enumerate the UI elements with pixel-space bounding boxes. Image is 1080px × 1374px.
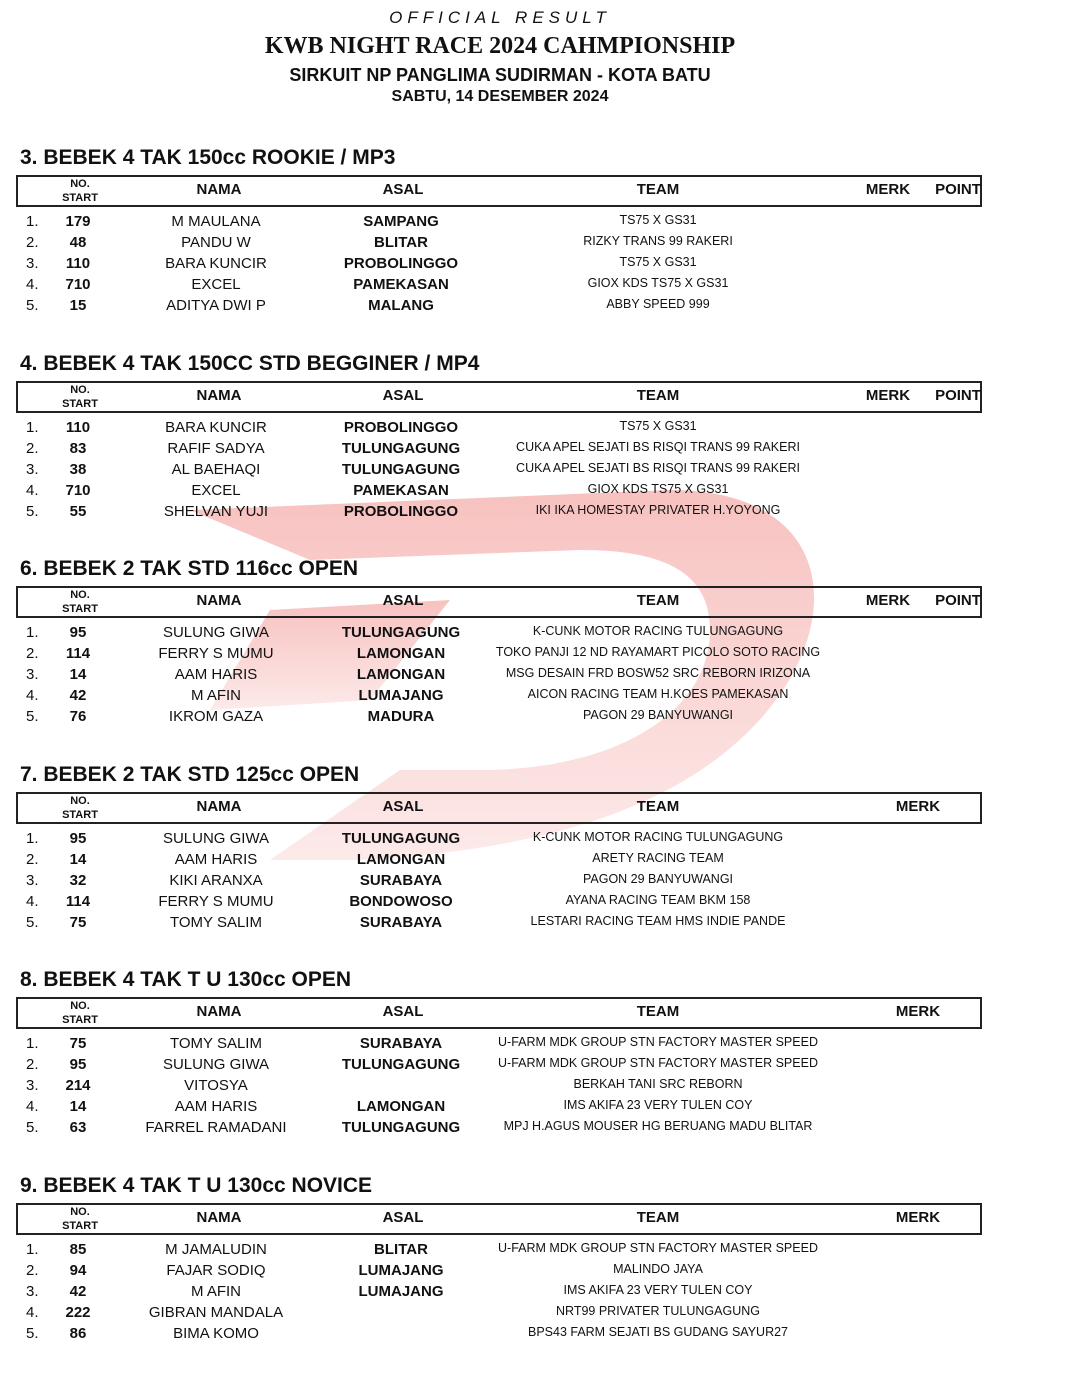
class-section: [0, 968, 1080, 1168]
class-title: 7. BEBEK 2 TAK STD 125cc OPEN: [20, 763, 360, 786]
header-nama: NAMA: [196, 1003, 242, 1020]
header-point: POINT: [935, 181, 981, 198]
result-row: [0, 1097, 1080, 1118]
result-row: [0, 418, 1080, 439]
header-merk: MERK: [895, 1003, 941, 1020]
rider-team: TS75 X GS31: [619, 213, 697, 227]
header-nama: NAMA: [196, 181, 242, 198]
result-row: [0, 1055, 1080, 1076]
class-title: 8. BEBEK 4 TAK T U 130cc OPEN: [20, 968, 352, 991]
result-row: [0, 233, 1080, 254]
rider-team: NRT99 PRIVATER TULUNGAGUNG: [556, 1304, 760, 1318]
rider-team: PAGON 29 BANYUWANGI: [582, 872, 734, 886]
result-row: [0, 1303, 1080, 1324]
start-number: 14: [69, 851, 87, 868]
rank: 4.: [26, 482, 39, 499]
result-row: [0, 254, 1080, 275]
rank: 3.: [26, 461, 39, 478]
rider-name: BARA KUNCIR: [165, 255, 267, 272]
class-title: 4. BEBEK 4 TAK 150CC STD BEGGINER / MP4: [20, 352, 480, 375]
rank: 4.: [26, 276, 39, 293]
rider-name: BARA KUNCIR: [165, 419, 267, 436]
rider-team: IMS AKIFA 23 VERY TULEN COY: [563, 1283, 753, 1297]
header-asal: ASAL: [382, 592, 424, 609]
header-no-start: NO. START: [62, 1000, 98, 1026]
rank: 2.: [26, 851, 39, 868]
start-number: 42: [69, 687, 87, 704]
start-number: 85: [69, 1241, 87, 1258]
rank: 1.: [26, 1241, 39, 1258]
rider-name: SULUNG GIWA: [162, 1056, 270, 1073]
rider-origin: PROBOLINGGO: [343, 255, 459, 272]
rank: 1.: [26, 830, 39, 847]
rider-origin: LUMAJANG: [358, 1283, 444, 1300]
rider-name: GIBRAN MANDALA: [148, 1304, 284, 1321]
rank: 1.: [26, 1035, 39, 1052]
rider-origin: PAMEKASAN: [353, 276, 449, 293]
class-section: [0, 763, 1080, 963]
rank: 5.: [26, 297, 39, 314]
start-number: 110: [65, 419, 91, 436]
rank: 2.: [26, 1056, 39, 1073]
result-row: [0, 1118, 1080, 1139]
rider-name: SULUNG GIWA: [162, 624, 270, 641]
rider-origin: LAMONGAN: [356, 645, 446, 662]
rider-name: SULUNG GIWA: [162, 830, 270, 847]
result-row: [0, 665, 1080, 686]
rider-origin: LAMONGAN: [356, 1098, 446, 1115]
rider-origin: LUMAJANG: [358, 1262, 444, 1279]
result-row: [0, 892, 1080, 913]
header-no-start: NO. START: [62, 178, 98, 204]
rank: 3.: [26, 872, 39, 889]
start-number: 179: [65, 213, 91, 230]
rider-team: K-CUNK MOTOR RACING TULUNGAGUNG: [532, 830, 784, 844]
header-merk: MERK: [865, 592, 911, 609]
class-section: [0, 352, 1080, 552]
header-asal: ASAL: [382, 1209, 424, 1226]
rider-team: BERKAH TANI SRC REBORN: [573, 1077, 743, 1091]
result-row: [0, 1240, 1080, 1261]
rider-team: RIZKY TRANS 99 RAKERI: [583, 234, 733, 248]
rider-name: M MAULANA: [171, 213, 261, 230]
header-no-start: NO. START: [62, 384, 98, 410]
start-number: 86: [69, 1325, 87, 1342]
rider-name: BIMA KOMO: [173, 1325, 259, 1342]
start-number: 63: [69, 1119, 87, 1136]
rider-team: K-CUNK MOTOR RACING TULUNGAGUNG: [532, 624, 784, 638]
rider-team: TS75 X GS31: [619, 255, 697, 269]
event-title: KWB NIGHT RACE 2024 CAHMPIONSHIP: [264, 33, 736, 59]
rank: 3.: [26, 255, 39, 272]
start-number: 114: [65, 893, 91, 910]
result-row: [0, 850, 1080, 871]
start-number: 214: [65, 1077, 91, 1094]
rider-team: U-FARM MDK GROUP STN FACTORY MASTER SPEED: [498, 1035, 818, 1049]
rider-team: PAGON 29 BANYUWANGI: [582, 708, 734, 722]
rider-name: AAM HARIS: [174, 851, 258, 868]
rider-name: ADITYA DWI P: [166, 297, 266, 314]
rider-name: FERRY S MUMU: [158, 893, 274, 910]
rank: 1.: [26, 213, 39, 230]
start-number: 75: [69, 914, 87, 931]
rider-origin: LUMAJANG: [358, 687, 444, 704]
rider-origin: SAMPANG: [363, 213, 439, 230]
event-venue: SIRKUIT NP PANGLIMA SUDIRMAN - KOTA BATU: [289, 65, 711, 85]
rank: 5.: [26, 708, 39, 725]
rider-name: TOMY SALIM: [170, 914, 262, 931]
start-number: 38: [69, 461, 87, 478]
table-header: [16, 381, 982, 413]
rider-origin: BLITAR: [374, 1241, 428, 1258]
rider-name: IKROM GAZA: [168, 708, 264, 725]
rank: 5.: [26, 914, 39, 931]
rider-origin: PROBOLINGGO: [343, 419, 459, 436]
start-number: 32: [69, 872, 87, 889]
rider-origin: BONDOWOSO: [349, 893, 453, 910]
header-asal: ASAL: [382, 798, 424, 815]
start-number: 710: [65, 276, 91, 293]
header-nama: NAMA: [196, 387, 242, 404]
result-row: [0, 644, 1080, 665]
result-row: [0, 1076, 1080, 1097]
rider-name: FARREL RAMADANI: [145, 1119, 287, 1136]
header-no-start: NO. START: [62, 795, 98, 821]
start-number: 94: [69, 1262, 87, 1279]
result-row: [0, 707, 1080, 728]
rider-team: IMS AKIFA 23 VERY TULEN COY: [563, 1098, 753, 1112]
start-number: 14: [69, 1098, 87, 1115]
rider-name: EXCEL: [191, 276, 241, 293]
header-asal: ASAL: [382, 1003, 424, 1020]
header-team: TEAM: [636, 592, 680, 609]
table-header: [16, 1203, 982, 1235]
rider-origin: LAMONGAN: [356, 851, 446, 868]
rank: 3.: [26, 1077, 39, 1094]
rider-team: U-FARM MDK GROUP STN FACTORY MASTER SPEED: [498, 1056, 818, 1070]
result-row: [0, 502, 1080, 523]
rider-name: FAJAR SODIQ: [166, 1262, 266, 1279]
result-row: [0, 296, 1080, 317]
rider-team: U-FARM MDK GROUP STN FACTORY MASTER SPEED: [498, 1241, 818, 1255]
rider-team: ARETY RACING TEAM: [592, 851, 724, 865]
rank: 5.: [26, 503, 39, 520]
header-team: TEAM: [636, 181, 680, 198]
header-point: POINT: [935, 387, 981, 404]
header-team: TEAM: [636, 1003, 680, 1020]
class-title: 9. BEBEK 4 TAK T U 130cc NOVICE: [20, 1174, 373, 1197]
rider-origin: TULUNGAGUNG: [341, 1056, 461, 1073]
start-number: 48: [69, 234, 87, 251]
rider-team: BPS43 FARM SEJATI BS GUDANG SAYUR27: [527, 1325, 789, 1339]
rider-name: M JAMALUDIN: [165, 1241, 267, 1258]
rank: 2.: [26, 234, 39, 251]
start-number: 95: [69, 624, 87, 641]
rider-team: MPJ H.AGUS MOUSER HG BERUANG MADU BLITAR: [503, 1119, 813, 1133]
rider-team: TS75 X GS31: [619, 419, 697, 433]
rider-team: MSG DESAIN FRD BOSW52 SRC REBORN IRIZONA: [505, 666, 811, 680]
rank: 2.: [26, 1262, 39, 1279]
header-nama: NAMA: [196, 798, 242, 815]
start-number: 222: [65, 1304, 91, 1321]
rider-team: MALINDO JAYA: [613, 1262, 703, 1276]
result-row: [0, 913, 1080, 934]
rank: 4.: [26, 893, 39, 910]
rider-origin: TULUNGAGUNG: [341, 440, 461, 457]
rider-origin: SURABAYA: [359, 872, 443, 889]
start-number: 83: [69, 440, 87, 457]
header-merk: MERK: [865, 387, 911, 404]
event-date: SABTU, 14 DESEMBER 2024: [391, 88, 609, 105]
start-number: 75: [69, 1035, 87, 1052]
rider-name: TOMY SALIM: [170, 1035, 262, 1052]
result-row: [0, 1324, 1080, 1345]
rank: 1.: [26, 419, 39, 436]
rider-name: RAFIF SADYA: [167, 440, 265, 457]
rider-name: AAM HARIS: [174, 666, 258, 683]
rank: 2.: [26, 645, 39, 662]
rider-origin: TULUNGAGUNG: [341, 624, 461, 641]
header-team: TEAM: [636, 1209, 680, 1226]
result-row: [0, 623, 1080, 644]
rider-origin: SURABAYA: [359, 914, 443, 931]
table-header: [16, 997, 982, 1029]
start-number: 76: [69, 708, 87, 725]
rider-team: TOKO PANJI 12 ND RAYAMART PICOLO SOTO RACING: [495, 645, 821, 659]
result-row: [0, 686, 1080, 707]
header-asal: ASAL: [382, 387, 424, 404]
result-row: [0, 212, 1080, 233]
rider-team: ABBY SPEED 999: [606, 297, 710, 311]
rider-team: CUKA APEL SEJATI BS RISQI TRANS 99 RAKERI: [516, 461, 800, 475]
table-header: [16, 175, 982, 207]
class-section: [0, 557, 1080, 757]
rider-origin: PAMEKASAN: [353, 482, 449, 499]
start-number: 95: [69, 1056, 87, 1073]
start-number: 114: [65, 645, 91, 662]
start-number: 42: [69, 1283, 87, 1300]
header-merk: MERK: [865, 181, 911, 198]
rider-team: GIOX KDS TS75 X GS31: [587, 482, 729, 496]
rank: 3.: [26, 1283, 39, 1300]
rank: 2.: [26, 440, 39, 457]
rider-team: AICON RACING TEAM H.KOES PAMEKASAN: [527, 687, 789, 701]
start-number: 55: [69, 503, 87, 520]
rider-origin: TULUNGAGUNG: [341, 830, 461, 847]
rank: 5.: [26, 1325, 39, 1342]
rider-name: KIKI ARANXA: [169, 872, 263, 889]
rider-name: VITOSYA: [184, 1077, 248, 1094]
rider-origin: MADURA: [367, 708, 435, 725]
header-team: TEAM: [636, 387, 680, 404]
result-row: [0, 460, 1080, 481]
rider-origin: LAMONGAN: [356, 666, 446, 683]
result-row: [0, 871, 1080, 892]
result-row: [0, 1261, 1080, 1282]
header-merk: MERK: [895, 798, 941, 815]
start-number: 15: [69, 297, 87, 314]
result-row: [0, 481, 1080, 502]
rider-origin: SURABAYA: [359, 1035, 443, 1052]
header-team: TEAM: [636, 798, 680, 815]
rider-origin: BLITAR: [374, 234, 428, 251]
rider-name: PANDU W: [181, 234, 251, 251]
rider-name: EXCEL: [191, 482, 241, 499]
result-row: [0, 829, 1080, 850]
header-asal: ASAL: [382, 181, 424, 198]
class-section: [0, 1174, 1080, 1374]
result-row: [0, 1034, 1080, 1055]
official-result-label: OFFICIAL RESULT: [389, 8, 611, 27]
rank: 4.: [26, 1098, 39, 1115]
rider-origin: MALANG: [368, 297, 434, 314]
rider-name: AAM HARIS: [174, 1098, 258, 1115]
header-nama: NAMA: [196, 1209, 242, 1226]
result-row: [0, 275, 1080, 296]
rank: 4.: [26, 687, 39, 704]
rider-origin: TULUNGAGUNG: [341, 1119, 461, 1136]
rider-name: AL BAEHAQI: [171, 461, 261, 478]
result-row: [0, 439, 1080, 460]
start-number: 710: [65, 482, 91, 499]
header-no-start: NO. START: [62, 1206, 98, 1232]
rider-team: AYANA RACING TEAM BKM 158: [565, 893, 751, 907]
class-title: 6. BEBEK 2 TAK STD 116cc OPEN: [20, 557, 359, 580]
table-header: [16, 792, 982, 824]
class-title: 3. BEBEK 4 TAK 150cc ROOKIE / MP3: [20, 146, 396, 169]
table-header: [16, 586, 982, 618]
header-merk: MERK: [895, 1209, 941, 1226]
rider-name: FERRY S MUMU: [158, 645, 274, 662]
rank: 1.: [26, 624, 39, 641]
rider-team: IKI IKA HOMESTAY PRIVATER H.YOYONG: [535, 503, 781, 517]
rider-team: GIOX KDS TS75 X GS31: [587, 276, 729, 290]
header-point: POINT: [935, 592, 981, 609]
rider-origin: PROBOLINGGO: [343, 503, 459, 520]
header-nama: NAMA: [196, 592, 242, 609]
class-section: [0, 146, 1080, 346]
rank: 5.: [26, 1119, 39, 1136]
rider-name: SHELVAN YUJI: [163, 503, 269, 520]
rider-origin: TULUNGAGUNG: [341, 461, 461, 478]
rank: 4.: [26, 1304, 39, 1321]
rider-name: M AFIN: [190, 687, 241, 704]
start-number: 95: [69, 830, 87, 847]
start-number: 14: [69, 666, 87, 683]
result-row: [0, 1282, 1080, 1303]
rider-name: M AFIN: [190, 1283, 241, 1300]
rider-team: LESTARI RACING TEAM HMS INDIE PANDE: [530, 914, 786, 928]
header-no-start: NO. START: [62, 589, 98, 615]
start-number: 110: [65, 255, 91, 272]
rank: 3.: [26, 666, 39, 683]
rider-team: CUKA APEL SEJATI BS RISQI TRANS 99 RAKERI: [516, 440, 800, 454]
